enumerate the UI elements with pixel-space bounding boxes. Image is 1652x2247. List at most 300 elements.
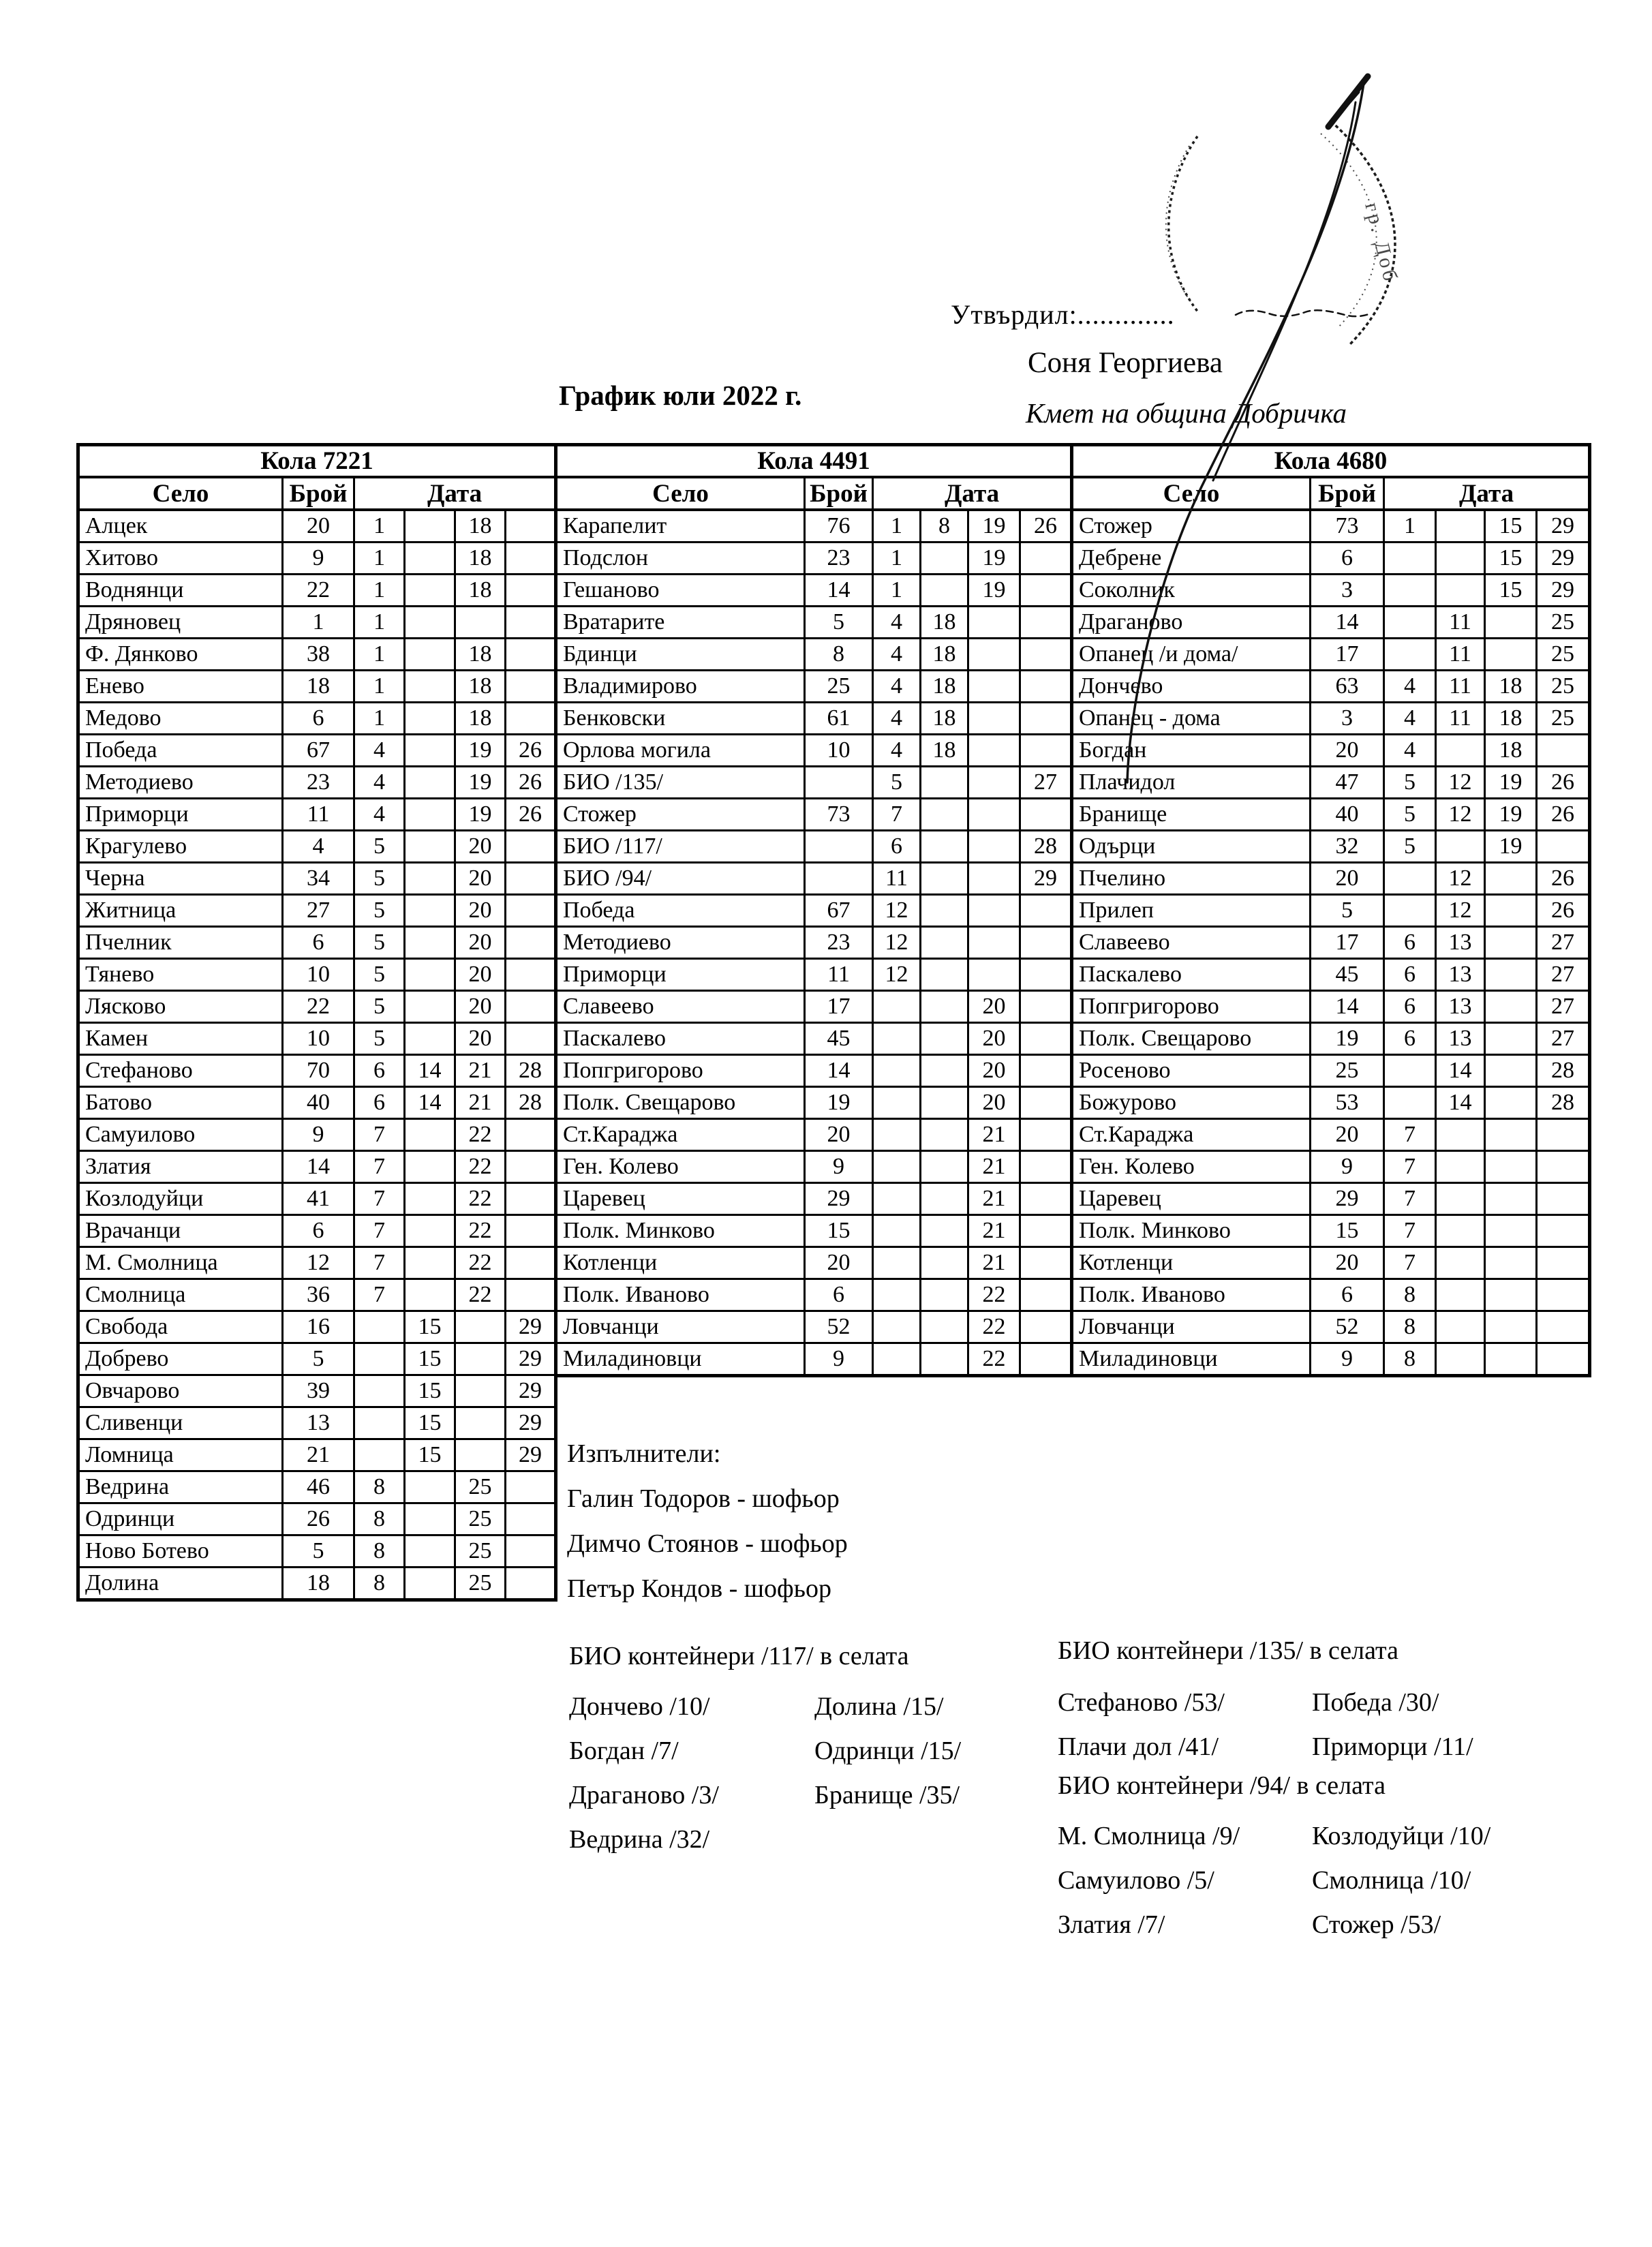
date-cell: 1 bbox=[354, 510, 405, 542]
date-cell bbox=[1384, 639, 1436, 671]
date-cell: 20 bbox=[968, 1023, 1020, 1055]
village-cell: Опанец /и дома/ bbox=[1072, 639, 1311, 671]
date-cell bbox=[1020, 639, 1072, 671]
date-cell bbox=[506, 895, 556, 927]
date-cell: 28 bbox=[1537, 1087, 1590, 1119]
date-cell bbox=[354, 1343, 405, 1375]
schedule-table-car-4491 bbox=[554, 443, 1073, 1377]
date-cell bbox=[1436, 575, 1485, 607]
col-header-date: Дата bbox=[354, 477, 556, 510]
count-cell: 8 bbox=[805, 639, 873, 671]
date-cell bbox=[1020, 1151, 1072, 1183]
count-cell: 46 bbox=[283, 1471, 354, 1503]
date-cell: 25 bbox=[455, 1535, 506, 1568]
date-cell: 22 bbox=[455, 1215, 506, 1247]
date-cell: 19 bbox=[1485, 831, 1537, 863]
date-cell: 27 bbox=[1020, 767, 1072, 799]
date-cell: 8 bbox=[1384, 1279, 1436, 1311]
date-cell: 20 bbox=[455, 895, 506, 927]
table-row bbox=[556, 831, 1072, 863]
date-cell: 20 bbox=[968, 1087, 1020, 1119]
village-cell: БИО /135/ bbox=[556, 767, 805, 799]
date-cell bbox=[1537, 735, 1590, 767]
table-row bbox=[78, 703, 556, 735]
village-cell: Добрево bbox=[78, 1343, 283, 1375]
bio94-col1 bbox=[1058, 1814, 1240, 1947]
date-cell bbox=[1485, 863, 1537, 895]
date-cell bbox=[1020, 735, 1072, 767]
date-cell bbox=[968, 895, 1020, 927]
village-cell: Бдинци bbox=[556, 639, 805, 671]
col-header-count: Брой bbox=[1311, 477, 1384, 510]
date-cell bbox=[405, 639, 455, 671]
date-cell bbox=[506, 1503, 556, 1535]
date-cell: 22 bbox=[455, 1279, 506, 1311]
date-cell: 19 bbox=[455, 799, 506, 831]
table-row bbox=[1072, 542, 1590, 575]
table-row bbox=[1072, 1023, 1590, 1055]
date-cell bbox=[405, 799, 455, 831]
table-row bbox=[1072, 959, 1590, 991]
village-cell: М. Смолница bbox=[78, 1247, 283, 1279]
village-cell: Смолница bbox=[78, 1279, 283, 1311]
date-cell bbox=[506, 863, 556, 895]
village-cell: Паскалево bbox=[1072, 959, 1311, 991]
date-cell bbox=[1485, 991, 1537, 1023]
date-cell: 14 bbox=[1436, 1087, 1485, 1119]
date-cell bbox=[1020, 542, 1072, 575]
date-cell bbox=[1020, 1247, 1072, 1279]
village-cell: Полк. Иваново bbox=[556, 1279, 805, 1311]
table-row bbox=[556, 1055, 1072, 1087]
count-cell: 20 bbox=[283, 510, 354, 542]
village-cell: Дряновец bbox=[78, 607, 283, 639]
date-cell bbox=[354, 1439, 405, 1471]
date-cell bbox=[1485, 1343, 1537, 1376]
date-cell bbox=[405, 1503, 455, 1535]
date-cell: 26 bbox=[1020, 510, 1072, 542]
date-cell: 4 bbox=[1384, 703, 1436, 735]
village-cell: Соколник bbox=[1072, 575, 1311, 607]
village-cell: Ново Ботево bbox=[78, 1535, 283, 1568]
date-cell bbox=[405, 575, 455, 607]
village-cell: Долина bbox=[78, 1568, 283, 1600]
date-cell bbox=[506, 542, 556, 575]
count-cell: 67 bbox=[805, 895, 873, 927]
count-cell: 20 bbox=[1311, 1247, 1384, 1279]
bio94-col2 bbox=[1312, 1814, 1490, 1947]
date-cell bbox=[1020, 671, 1072, 703]
date-cell bbox=[506, 959, 556, 991]
stamp-icon bbox=[1166, 121, 1403, 345]
date-cell: 1 bbox=[354, 671, 405, 703]
date-cell bbox=[1436, 1247, 1485, 1279]
count-cell: 5 bbox=[283, 1343, 354, 1375]
date-cell bbox=[1485, 1023, 1537, 1055]
date-cell bbox=[873, 991, 921, 1023]
village-cell: Славеево bbox=[556, 991, 805, 1023]
date-cell bbox=[1485, 927, 1537, 959]
table-row bbox=[1072, 991, 1590, 1023]
date-cell: 18 bbox=[921, 735, 968, 767]
village-cell: Полк. Свещарово bbox=[1072, 1023, 1311, 1055]
village-cell: Опанец - дома bbox=[1072, 703, 1311, 735]
date-cell bbox=[1020, 703, 1072, 735]
date-cell bbox=[873, 1279, 921, 1311]
village-cell: Богдан bbox=[1072, 735, 1311, 767]
village-cell: Златия bbox=[78, 1151, 283, 1183]
date-cell: 5 bbox=[873, 767, 921, 799]
date-cell: 7 bbox=[1384, 1215, 1436, 1247]
date-cell: 1 bbox=[354, 639, 405, 671]
date-cell bbox=[506, 1247, 556, 1279]
date-cell bbox=[873, 1023, 921, 1055]
date-cell: 26 bbox=[1537, 799, 1590, 831]
count-cell: 39 bbox=[283, 1375, 354, 1407]
date-cell: 26 bbox=[1537, 863, 1590, 895]
date-cell bbox=[1485, 1055, 1537, 1087]
count-cell: 9 bbox=[1311, 1151, 1384, 1183]
count-cell: 41 bbox=[283, 1183, 354, 1215]
schedule-table-car-7221 bbox=[76, 443, 557, 1602]
date-cell: 22 bbox=[968, 1343, 1020, 1376]
table-row bbox=[78, 1343, 556, 1375]
village-cell: Драганово bbox=[1072, 607, 1311, 639]
village-cell: Карапелит bbox=[556, 510, 805, 542]
count-cell: 63 bbox=[1311, 671, 1384, 703]
date-cell bbox=[405, 1471, 455, 1503]
table-row bbox=[1072, 767, 1590, 799]
count-cell: 18 bbox=[283, 1568, 354, 1600]
date-cell: 26 bbox=[506, 767, 556, 799]
date-cell bbox=[873, 1215, 921, 1247]
date-cell: 7 bbox=[1384, 1247, 1436, 1279]
date-cell bbox=[405, 671, 455, 703]
date-cell bbox=[968, 863, 1020, 895]
table-row bbox=[1072, 639, 1590, 671]
village-cell: Приморци bbox=[78, 799, 283, 831]
date-cell: 15 bbox=[1485, 510, 1537, 542]
date-cell: 29 bbox=[506, 1343, 556, 1375]
count-cell: 18 bbox=[283, 671, 354, 703]
date-cell bbox=[405, 959, 455, 991]
date-cell: 18 bbox=[455, 575, 506, 607]
table-row bbox=[1072, 1311, 1590, 1343]
date-cell bbox=[968, 959, 1020, 991]
date-cell bbox=[1384, 863, 1436, 895]
count-cell: 14 bbox=[283, 1151, 354, 1183]
table-row bbox=[78, 1023, 556, 1055]
village-cell: Дончево bbox=[1072, 671, 1311, 703]
count-cell: 9 bbox=[283, 542, 354, 575]
date-cell: 21 bbox=[455, 1087, 506, 1119]
village-cell: Стожер bbox=[556, 799, 805, 831]
date-cell bbox=[968, 703, 1020, 735]
table-row bbox=[1072, 1215, 1590, 1247]
date-cell bbox=[1384, 607, 1436, 639]
date-cell bbox=[1020, 1215, 1072, 1247]
count-cell: 19 bbox=[1311, 1023, 1384, 1055]
date-cell: 15 bbox=[405, 1343, 455, 1375]
village-cell: Ловчанци bbox=[1072, 1311, 1311, 1343]
date-cell bbox=[1020, 607, 1072, 639]
date-cell bbox=[968, 607, 1020, 639]
date-cell: 5 bbox=[354, 895, 405, 927]
table-row bbox=[556, 575, 1072, 607]
date-cell bbox=[405, 735, 455, 767]
table-row bbox=[78, 1183, 556, 1215]
village-cell: Сливенци bbox=[78, 1407, 283, 1439]
date-cell bbox=[1436, 735, 1485, 767]
date-cell bbox=[506, 1151, 556, 1183]
village-cell: Ловчанци bbox=[556, 1311, 805, 1343]
date-cell bbox=[1485, 1151, 1537, 1183]
date-cell: 20 bbox=[455, 1023, 506, 1055]
count-cell: 40 bbox=[283, 1087, 354, 1119]
date-cell: 25 bbox=[1537, 639, 1590, 671]
village-cell: Одърци bbox=[1072, 831, 1311, 863]
date-cell bbox=[1020, 799, 1072, 831]
date-cell bbox=[873, 1247, 921, 1279]
date-cell: 28 bbox=[506, 1055, 556, 1087]
col-header-date: Дата bbox=[1384, 477, 1590, 510]
table-row bbox=[1072, 575, 1590, 607]
date-cell: 1 bbox=[354, 575, 405, 607]
date-cell bbox=[405, 895, 455, 927]
date-cell bbox=[1020, 959, 1072, 991]
date-cell bbox=[873, 1311, 921, 1343]
village-cell: Стожер bbox=[1072, 510, 1311, 542]
date-cell: 6 bbox=[1384, 927, 1436, 959]
village-cell: Ген. Колево bbox=[1072, 1151, 1311, 1183]
date-cell bbox=[455, 1439, 506, 1471]
table-row bbox=[78, 991, 556, 1023]
date-cell: 7 bbox=[1384, 1151, 1436, 1183]
date-cell bbox=[1537, 1247, 1590, 1279]
date-cell bbox=[1485, 1279, 1537, 1311]
date-cell bbox=[455, 607, 506, 639]
date-cell bbox=[455, 1311, 506, 1343]
date-cell: 20 bbox=[455, 991, 506, 1023]
date-cell: 5 bbox=[354, 927, 405, 959]
date-cell bbox=[506, 607, 556, 639]
date-cell bbox=[506, 1023, 556, 1055]
date-cell: 26 bbox=[1537, 895, 1590, 927]
date-cell: 25 bbox=[1537, 671, 1590, 703]
village-cell: Паскалево bbox=[556, 1023, 805, 1055]
count-cell: 73 bbox=[1311, 510, 1384, 542]
table-row bbox=[556, 1279, 1072, 1311]
village-cell: Пчелино bbox=[1072, 863, 1311, 895]
date-cell bbox=[506, 1279, 556, 1311]
table-row bbox=[78, 1568, 556, 1600]
count-cell: 15 bbox=[805, 1215, 873, 1247]
date-cell bbox=[1537, 1151, 1590, 1183]
date-cell: 29 bbox=[1537, 510, 1590, 542]
date-cell: 11 bbox=[1436, 671, 1485, 703]
table-row bbox=[78, 1247, 556, 1279]
village-cell: Камен bbox=[78, 1023, 283, 1055]
executors-list bbox=[567, 1476, 848, 1611]
bio117-heading: БИО контейнери /117/ в селата bbox=[569, 1642, 909, 1670]
table-row bbox=[556, 703, 1072, 735]
date-cell: 29 bbox=[1537, 542, 1590, 575]
date-cell bbox=[455, 1343, 506, 1375]
count-cell: 70 bbox=[283, 1055, 354, 1087]
village-cell: Царевец bbox=[1072, 1183, 1311, 1215]
date-cell: 27 bbox=[1537, 927, 1590, 959]
list-item: М. Смолница /9/ bbox=[1058, 1822, 1240, 1850]
village-cell: Дебрене bbox=[1072, 542, 1311, 575]
date-cell: 4 bbox=[873, 703, 921, 735]
village-cell: Котленци bbox=[556, 1247, 805, 1279]
list-item: Одринци /15/ bbox=[814, 1737, 962, 1765]
date-cell: 5 bbox=[1384, 831, 1436, 863]
count-cell: 20 bbox=[805, 1247, 873, 1279]
bio117-col1 bbox=[569, 1685, 719, 1862]
date-cell: 19 bbox=[1485, 767, 1537, 799]
table-row bbox=[78, 735, 556, 767]
count-cell: 10 bbox=[283, 959, 354, 991]
count-cell: 20 bbox=[805, 1119, 873, 1151]
date-cell: 25 bbox=[1537, 607, 1590, 639]
date-cell: 7 bbox=[1384, 1119, 1436, 1151]
table-row bbox=[1072, 831, 1590, 863]
count-cell: 10 bbox=[805, 735, 873, 767]
date-cell: 20 bbox=[455, 927, 506, 959]
table-row bbox=[556, 1087, 1072, 1119]
count-cell: 52 bbox=[805, 1311, 873, 1343]
village-cell: Алцек bbox=[78, 510, 283, 542]
table-row bbox=[1072, 1055, 1590, 1087]
date-cell: 1 bbox=[1384, 510, 1436, 542]
village-cell: Бранище bbox=[1072, 799, 1311, 831]
date-cell: 18 bbox=[455, 542, 506, 575]
date-cell: 13 bbox=[1436, 927, 1485, 959]
date-cell bbox=[1384, 1055, 1436, 1087]
table-row bbox=[1072, 863, 1590, 895]
date-cell: 22 bbox=[455, 1119, 506, 1151]
list-item: Богдан /7/ bbox=[569, 1737, 679, 1765]
table-row bbox=[78, 1375, 556, 1407]
date-cell bbox=[506, 575, 556, 607]
date-cell: 15 bbox=[1485, 575, 1537, 607]
date-cell: 7 bbox=[354, 1151, 405, 1183]
date-cell bbox=[1485, 1119, 1537, 1151]
date-cell bbox=[968, 671, 1020, 703]
date-cell: 1 bbox=[354, 703, 405, 735]
date-cell bbox=[1485, 1183, 1537, 1215]
village-cell: Вратарите bbox=[556, 607, 805, 639]
table-row bbox=[78, 1087, 556, 1119]
date-cell bbox=[405, 1568, 455, 1600]
date-cell bbox=[921, 799, 968, 831]
date-cell: 8 bbox=[1384, 1343, 1436, 1376]
date-cell bbox=[1485, 1087, 1537, 1119]
date-cell bbox=[921, 1215, 968, 1247]
count-cell: 67 bbox=[283, 735, 354, 767]
date-cell: 25 bbox=[1537, 703, 1590, 735]
date-cell bbox=[921, 767, 968, 799]
schedule-table-car-4680 bbox=[1070, 443, 1591, 1377]
count-cell: 22 bbox=[283, 575, 354, 607]
table-row bbox=[556, 767, 1072, 799]
count-cell: 73 bbox=[805, 799, 873, 831]
village-cell: Одринци bbox=[78, 1503, 283, 1535]
village-cell: Плачидол bbox=[1072, 767, 1311, 799]
date-cell: 20 bbox=[455, 831, 506, 863]
table-row bbox=[1072, 1279, 1590, 1311]
count-cell: 21 bbox=[283, 1439, 354, 1471]
date-cell: 20 bbox=[968, 1055, 1020, 1087]
date-cell: 26 bbox=[1537, 767, 1590, 799]
date-cell: 8 bbox=[1384, 1311, 1436, 1343]
date-cell bbox=[405, 991, 455, 1023]
date-cell: 25 bbox=[455, 1471, 506, 1503]
village-cell: Божурово bbox=[1072, 1087, 1311, 1119]
table-row bbox=[78, 1119, 556, 1151]
col-header-date: Дата bbox=[873, 477, 1072, 510]
date-cell: 13 bbox=[1436, 991, 1485, 1023]
count-cell: 1 bbox=[283, 607, 354, 639]
date-cell bbox=[1537, 1343, 1590, 1376]
table-row bbox=[78, 1535, 556, 1568]
count-cell: 27 bbox=[283, 895, 354, 927]
date-cell: 11 bbox=[873, 863, 921, 895]
date-cell bbox=[1485, 959, 1537, 991]
table-row bbox=[556, 959, 1072, 991]
count-cell: 20 bbox=[1311, 863, 1384, 895]
village-cell: Ломница bbox=[78, 1439, 283, 1471]
date-cell: 19 bbox=[968, 575, 1020, 607]
date-cell: 18 bbox=[921, 703, 968, 735]
date-cell bbox=[354, 1375, 405, 1407]
date-cell: 20 bbox=[968, 991, 1020, 1023]
table-row bbox=[1072, 927, 1590, 959]
count-cell: 16 bbox=[283, 1311, 354, 1343]
date-cell bbox=[921, 1279, 968, 1311]
date-cell: 19 bbox=[455, 767, 506, 799]
date-cell bbox=[968, 831, 1020, 863]
count-cell: 22 bbox=[283, 991, 354, 1023]
date-cell bbox=[921, 575, 968, 607]
date-cell bbox=[1384, 542, 1436, 575]
table-row bbox=[1072, 1343, 1590, 1376]
date-cell bbox=[921, 1311, 968, 1343]
date-cell: 28 bbox=[506, 1087, 556, 1119]
village-cell: Стефаново bbox=[78, 1055, 283, 1087]
date-cell: 28 bbox=[1537, 1055, 1590, 1087]
page-title: График юли 2022 г. bbox=[559, 380, 802, 411]
table-row bbox=[556, 1023, 1072, 1055]
table-row bbox=[1072, 703, 1590, 735]
bio94-heading: БИО контейнери /94/ в селата bbox=[1058, 1771, 1386, 1800]
date-cell bbox=[1436, 1311, 1485, 1343]
date-cell bbox=[921, 1087, 968, 1119]
date-cell: 18 bbox=[455, 639, 506, 671]
bio135-heading: БИО контейнери /135/ в селата bbox=[1058, 1636, 1398, 1665]
table-row bbox=[78, 575, 556, 607]
village-cell: Подслон bbox=[556, 542, 805, 575]
list-item: Плачи дол /41/ bbox=[1058, 1732, 1219, 1761]
date-cell bbox=[506, 510, 556, 542]
date-cell bbox=[1537, 831, 1590, 863]
date-cell: 29 bbox=[1537, 575, 1590, 607]
date-cell bbox=[405, 1023, 455, 1055]
count-cell: 29 bbox=[1311, 1183, 1384, 1215]
date-cell: 21 bbox=[455, 1055, 506, 1087]
list-item: Дончево /10/ bbox=[569, 1692, 710, 1721]
